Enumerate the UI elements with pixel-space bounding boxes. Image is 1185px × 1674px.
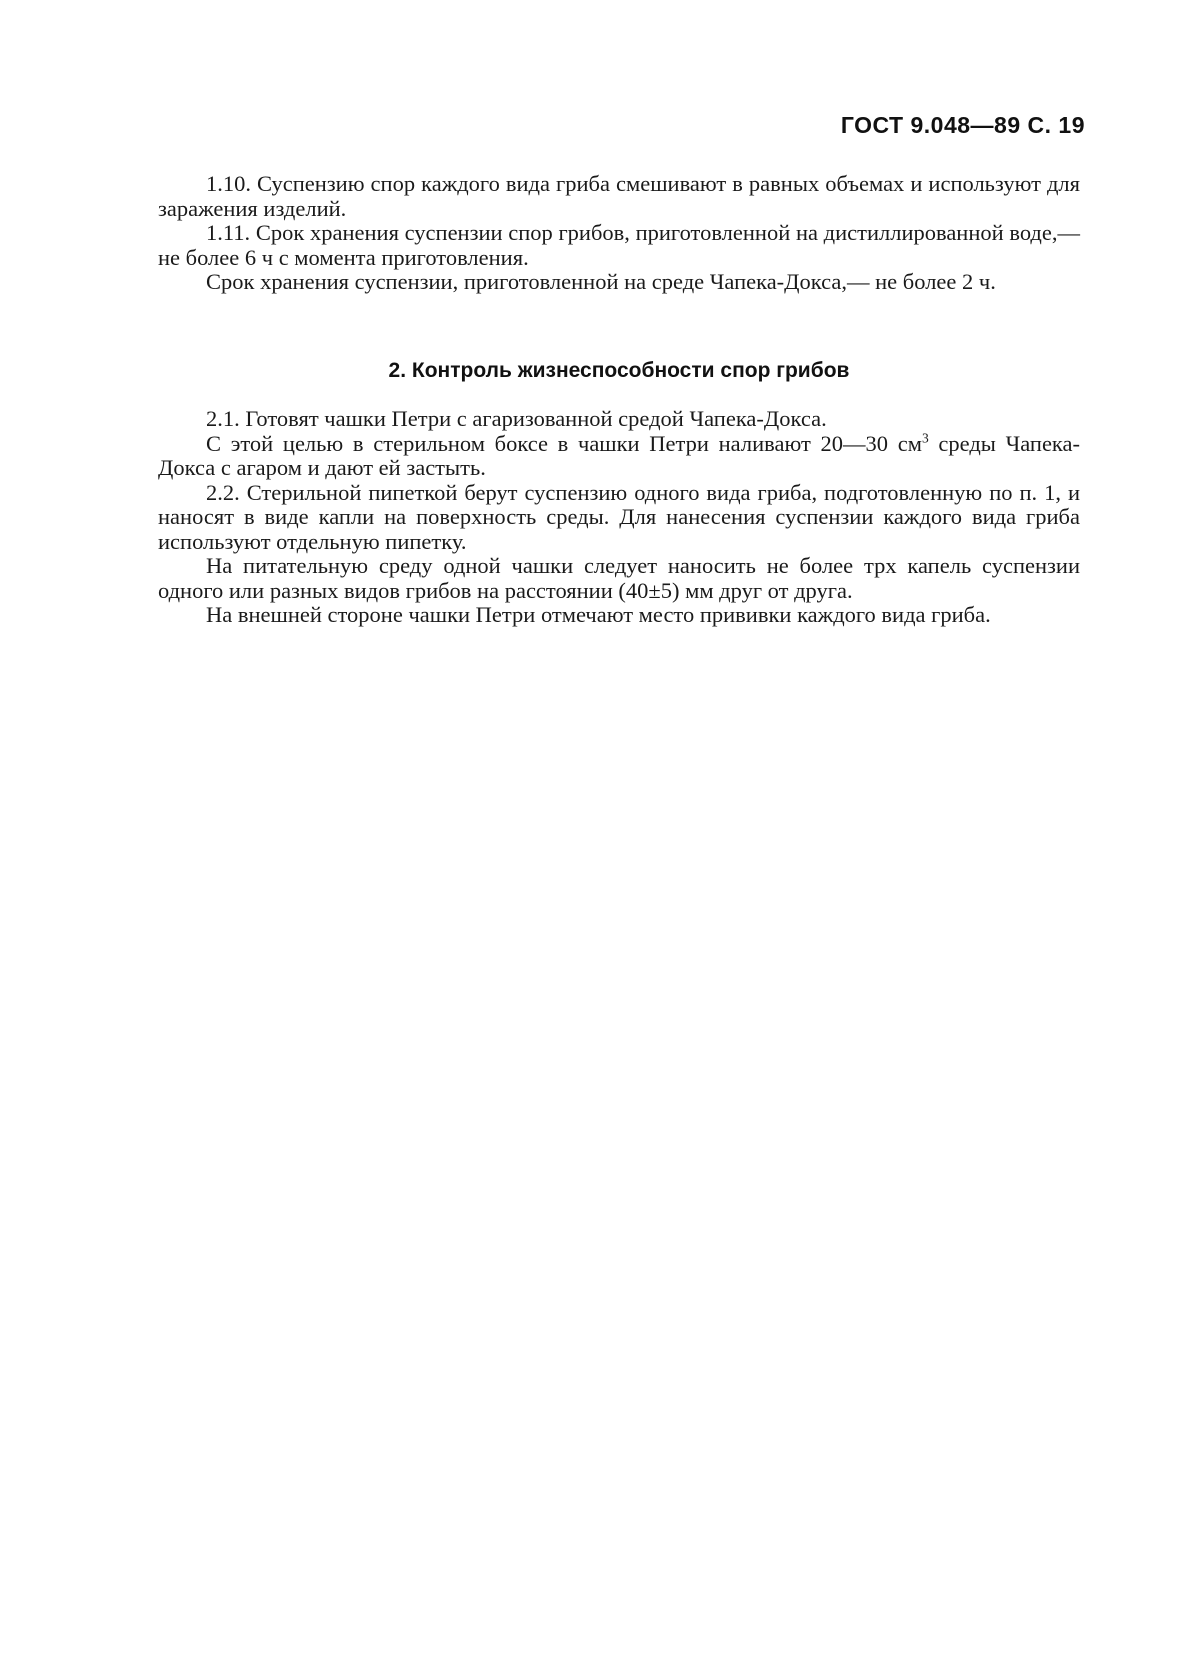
running-head: ГОСТ 9.048—89 С. 19 [840,112,1085,138]
section-1-body [158,172,1080,295]
paragraph-mark: На внешней стороне чашки Петри отмечают место прививки каждого вида гриба. [206,602,991,627]
section-2-body [158,407,1080,628]
section-2-title: 2. Контроль жизнеспособности спор грибов [388,359,850,382]
paragraph-1-10: 1.10. Суспензию спор каждого вида гриба смешивают в равных объемах и используют для заражения изделий. [158,171,1080,221]
paragraph-sterile-box-part-a: С этой целью в стерильном боксе в чашки Петри наливают 20—30 см [206,430,922,456]
cubic-superscript: 3 [921,430,929,445]
paragraph-sterile-box [158,432,1080,481]
paragraph-1-11: 1.11. Срок хранения суспензии спор грибов, приготовленной на дистиллированной воде,— не более 6 ч с момента приготовления. [158,220,1080,270]
paragraph-drops: На питательную среду одной чашки следует наносить не более трх капель суспензии одного или разных видов грибов на расстоянии (40±5) мм друг от друга. [158,553,1080,603]
paragraph-2-1: 2.1. Готовят чашки Петри с агаризованной средой Чапека-Докса. [206,406,827,431]
paragraph-2-2: 2.2. Стерильной пипеткой берут суспензию одного вида гриба, подготовленную по п. 1, и наносят в виде капли на поверхность среды. Для нанесения суспензии каждого вида гриба используют отдельную пипетку. [158,479,1080,554]
paragraph-storage-time: Срок хранения суспензии, приготовленной на среде Чапека-Докса,— не более 2 ч. [206,269,996,294]
paragraph-sterile-box-part-b: среды Чапека-Докса с агаром и дают ей застыть. [158,430,1080,480]
